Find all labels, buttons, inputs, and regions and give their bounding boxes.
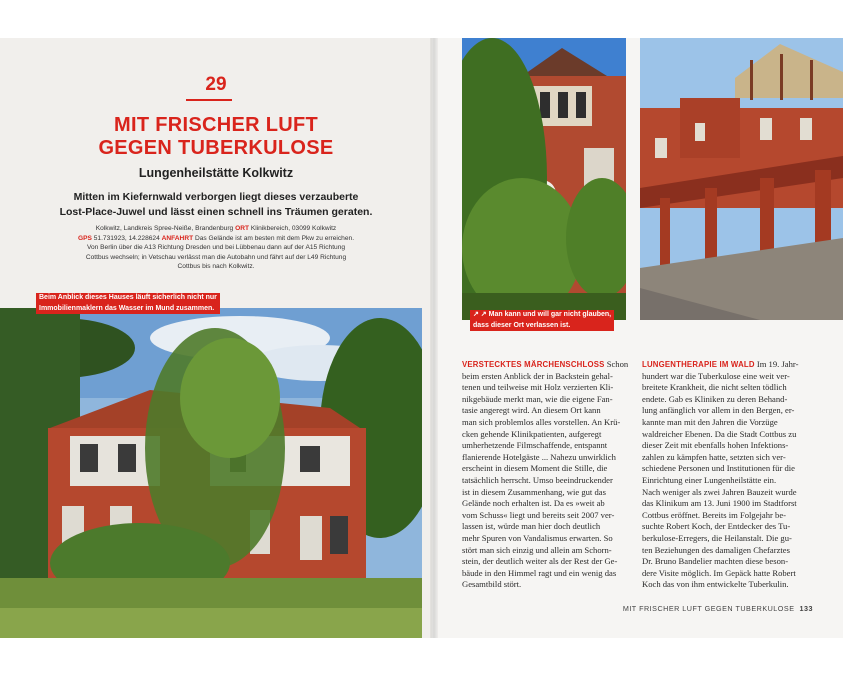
column-2 [642,359,812,591]
book-gutter [430,38,438,638]
column-2-line: waldreicher Ebenen. Da die Stadt Cottbus zu [642,428,797,439]
column-1-line: tenen und teilweise mit Holz verzierten Kli- [462,382,614,393]
column-1-line: umherhetzende Filmschaffende, entspannt [462,440,608,451]
column-1-line: ist in diesem Zusammenhang, wie gut das [462,486,606,497]
info-line-1 [34,224,398,234]
column-1-line: tatsächlich herrscht. Umso beeindruckender [462,474,613,485]
column-2-line: lung anfänglich vor allem in den Bergen, er- [642,405,795,416]
intro-line-1: Mitten im Kiefernwald verborgen liegt dieses verzauberte [73,191,359,203]
column-2-line: ten Beziehungen des damaligen Chefarztes [642,544,790,555]
intro-text [40,190,392,220]
column-1-line: stört man sich einzig und allein am Schorn- [462,544,612,555]
info-anfahrt-label: ANFAHRT [161,234,194,242]
page-footer [623,604,813,613]
page-number: 133 [799,604,813,613]
column-1-line: cken gehende Klinikpatienten, aufgeregt [462,428,602,439]
column-2-line: schiedene Personen und Institutionen für die [642,463,795,474]
arcade-photo [640,38,843,320]
location-info [34,224,398,272]
chapter-subtitle: Lungenheilstätte Kolkwitz [138,166,294,180]
info-gps-value: 51.731923, 14.228624 [93,234,160,242]
column-2-line: Koch das von ihm entwickelte Tuberkulin. [642,579,789,590]
column-1-line: lassen ist, würde man hier doch deutlich [462,521,601,532]
info-region: Kolkwitz, Landkreis Spree-Neiße, Brandenburg [95,225,234,232]
info-anfahrt-4: Cottbus bis nach Kolkwitz. [177,263,255,270]
column-1-line: vom Schuss« liegt und bereits seit 2007 ver- [462,509,615,520]
running-title: MIT FRISCHER LUFT GEGEN TUBERKULOSE [622,604,795,613]
title-line-1: MIT FRISCHER LUFT [114,114,318,136]
column-2-line: berkulose-Erregers, die Heilanstalt. Die gu- [642,532,792,543]
column-1-heading: VERSTECKTES MÄRCHENSCHLOSS [462,360,605,369]
column-1-line: mehr Spuren von Vandalismus erwarten. So [462,532,613,543]
book-spread [0,38,843,638]
column-1-line: man sich problemlos alles vorstellen. An Krü- [462,416,621,427]
right-caption-line-2: dass dieser Ort verlassen ist. [473,321,571,329]
right-caption [470,310,614,331]
column-2-line: kannte man mit den Jahren die Vorzüge [642,416,778,427]
column-1-line: nikgebäude merkt man, wie die eigene Fan- [462,393,613,404]
column-1-line: beim ersten Anblick der in Backstein gehal- [462,370,613,381]
right-caption-line-1: ↗ ↗ Man kann und will gar nicht glauben, [473,311,612,318]
info-anfahrt-3: Cottbus wechseln; in Vetschau verlässt man die Autobahn und fährt auf der L49 Richtung [85,253,347,261]
left-page [0,38,432,638]
column-2-line: breitete Krankheit, die nicht selten tödlich [642,382,787,393]
column-1-line: Gesamtbild stört. [462,579,522,590]
column-2-line: dieser Zeit mit ebenfalls hohen Infektions- [642,440,789,451]
column-1-line: bäude in den Himmel ragt und ein wenig das [462,567,617,578]
info-ort-label: ORT [235,225,249,232]
column-2-heading: LUNGENTHERAPIE IM WALD [642,360,755,369]
column-2-line: das Klinikum am 13. Juni 1900 im Stadtforst [642,498,797,509]
chapter-rule [186,99,232,101]
column-1-line-0: VERSTECKTES MÄRCHENSCHLOSS Schon [462,359,629,369]
title-line-2: GEGEN TUBERKULOSE [98,137,334,159]
intro-line-2: Lost-Place-Juwel und lässt einen schnell ins Träumen geraten. [59,206,373,218]
column-2-line: endete. Gab es Kliniken zu deren Behand- [642,393,788,404]
info-line-2 [34,234,398,244]
villa-photo [0,308,422,638]
column-1 [462,359,630,591]
left-caption [36,293,220,314]
left-caption-line-1: Beim Anblick dieses Hauses läuft sicherlich nicht nur [39,294,217,301]
ivy-tower-photo [462,38,626,320]
chapter-title [0,114,432,160]
left-caption-line-2: Immobilienmaklern das Wasser im Mund zusammen. [39,304,215,312]
column-2-line: Nach weniger als zwei Jahren Bauzeit wurde [642,486,797,497]
column-2-line: hundert war die Tuberkulose eine weit ver- [642,370,790,381]
info-gps-label: GPS [77,234,92,242]
chapter-number: 29 [205,74,227,95]
column-2-line: Cottbus eröffnet. Bereits im Folgejahr be- [642,509,786,520]
column-1-line: Gelände noch erhalten ist. Da es »weit ab [462,498,605,509]
column-1-line: tasie angeregt wird. An diesem Ort kann [462,405,601,416]
column-1-line: stein, der deutlich weiter als der Rest der Ge- [462,556,618,567]
column-2-line: suchte Robert Koch, der Entdecker des Tu- [642,521,791,532]
info-anfahrt-1: Das Gelände ist am besten mit dem Pkw zu erreichen. [194,234,355,242]
right-page [432,38,843,638]
info-anfahrt-2: Von Berlin über die A13 Richtung Dresden und bei Lübbenau dann auf der A15 Richtung [86,244,346,251]
column-2-line-0: LUNGENTHERAPIE IM WALD Im 19. Jahr- [642,359,799,369]
column-1-line: erscheint in diesem Moment die Stille, die [462,463,608,474]
column-2-line: dere Visite möglich. Im Gepäck hatte Robert [642,567,796,578]
column-2-line: zahlen zu kämpfen hatte, setzten sich ver- [642,451,786,462]
info-ort-value: Klinikbereich, 03099 Kolkwitz [250,225,337,232]
column-2-line: Einrichtung einer Lungenheilstätte ein. [642,474,777,485]
column-2-line: Dr. Bruno Bandelier machten diese beson- [642,556,789,567]
column-1-line: flanierende Hotelgäste ... Nahezu unwirklich [462,451,616,462]
